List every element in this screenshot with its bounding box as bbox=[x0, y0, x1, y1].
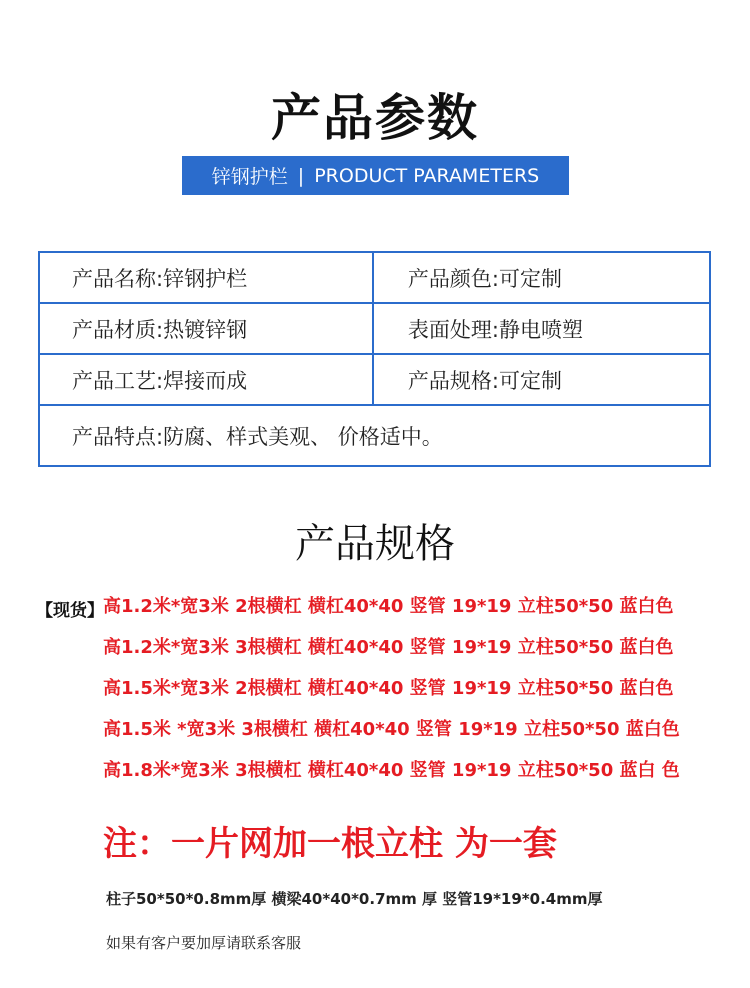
banner-en-label: PRODUCT PARAMETERS bbox=[314, 164, 540, 187]
spec-item: 高1.2米*宽3米 3根横杠 横杠40*40 竖管 19*19 立柱50*50 蓝白色 bbox=[103, 637, 674, 658]
param-spec-cell: 产品规格:可定制 bbox=[373, 354, 710, 405]
set-note: 注：一片网加一根立柱 为一套 bbox=[103, 824, 557, 864]
param-name-cell: 产品名称:锌钢护栏 bbox=[39, 252, 373, 303]
spec-item: 高1.8米*宽3米 3根横杠 横杠40*40 竖管 19*19 立柱50*50 蓝白 色 bbox=[103, 760, 680, 781]
param-features-cell: 产品特点:防腐、样式美观、 价格适中。 bbox=[39, 405, 710, 466]
spec-list bbox=[103, 594, 680, 799]
page-title: 产品参数 bbox=[271, 89, 479, 147]
parameter-row bbox=[39, 303, 710, 354]
spec-item: 高1.5米 *宽3米 3根横杠 横杠40*40 竖管 19*19 立柱50*50 蓝白色 bbox=[103, 719, 680, 740]
param-color-cell: 产品颜色:可定制 bbox=[373, 252, 710, 303]
spec-item: 高1.5米*宽3米 2根横杠 横杠40*40 竖管 19*19 立柱50*50 蓝白色 bbox=[103, 678, 674, 699]
parameter-row bbox=[39, 354, 710, 405]
spec-section-title: 产品规格 bbox=[295, 521, 455, 567]
parameter-row bbox=[39, 252, 710, 303]
thickness-detail: 柱子50*50*0.8mm厚 横梁40*40*0.7mm 厚 竖管19*19*0.4mm厚 bbox=[106, 890, 603, 908]
contact-note: 如果有客户要加厚请联系客服 bbox=[106, 934, 302, 952]
param-surface-cell: 表面处理:静电喷塑 bbox=[373, 303, 710, 354]
parameter-row-features bbox=[39, 405, 710, 466]
spec-item: 高1.2米*宽3米 2根横杠 横杠40*40 竖管 19*19 立柱50*50 蓝白色 bbox=[103, 596, 674, 617]
in-stock-tag: 【现货】 bbox=[36, 601, 104, 621]
parameter-table bbox=[38, 251, 711, 467]
param-material-cell: 产品材质:热镀锌钢 bbox=[39, 303, 373, 354]
banner-separator: | bbox=[297, 164, 305, 187]
param-process-cell: 产品工艺:焊接而成 bbox=[39, 354, 373, 405]
section-banner bbox=[182, 156, 569, 195]
banner-cn-label: 锌钢护栏 bbox=[211, 166, 288, 188]
